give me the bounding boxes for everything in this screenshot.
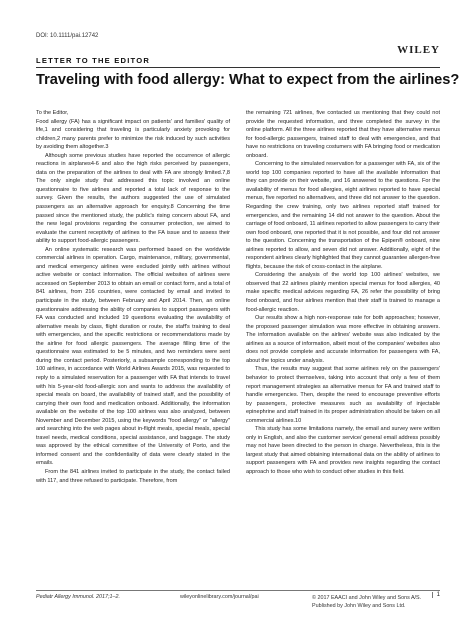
publisher-logo: WILEY: [397, 44, 440, 56]
paragraph: From the 841 airlines invited to participate in the study, the contact failed with 117, and three refused to participate. Therefore, from: [36, 468, 230, 484]
copyright-text: © 2017 EAACI and John Wiley and Sons A/S.: [312, 595, 422, 601]
doi-line: DOI: 10.1111/pai.12742: [36, 33, 99, 39]
page-number: 1: [432, 592, 440, 598]
right-column: [246, 109, 440, 477]
left-column: [36, 109, 230, 485]
paragraph: Thus, the results may suggest that some airlines rely on the passengers' behavior to protect themselves, taking into account that only a few of them report management strategies as alternative menus for FA and trained staff to handle emergencies. Then, despite the need to encourage preventive efforts by passengers, protective measures such as availability of injectable epinephrine and staff trained in its proper administration should be taken on all commercial airlines.10: [246, 366, 440, 424]
article-title: Traveling with food allergy: What to expect from the airlines?: [36, 72, 460, 88]
paragraph: An online systematic research was performed based on the worldwide commercial airlines in operation. Cargo, maintenance, military, governmental, and medical emergency airlines were excluded jointly with airlines without active website or contact information. The official websites of airlines were accessed on September 2013 to obtain an email or contact form, and a total of 841 airlines, from 216 countries, were contacted by email and invited to participate in the study, between February and April 2014. Then, an online questionnaire addressing the ability of companies to support passengers with FA was conducted and included 19 questions evaluating the availability of alternative meals by class, flight duration or route, the staff's training to deal with emergencies, and the specific restrictions or recommendations made by the airline for food allergic passengers. The average filling time of the questionnaire was estimated to be 5 minutes, and two reminders were sent during the contact period. Posteriorly, a subsample corresponding to the top 100 airlines, in accordance with World Airlines Awards 2015, was requested to reply to a simulated reservation for a passenger with FA that intends to travel with his 5-year-old food-allergic son and wants to address the availability of special meals on board, the availability of trained staff, and the possibility of carrying their own food and medication onboard. Additionally, the information available on the website of the top 100 airlines was also analyzed, between November and December 2015, using the keywords "food allergy" or "allergy" and searching into the web pages about in-flight meals, special meals, special travel needs, medical conditions, special assistance, and baggage. The study was approved by the ethical committee of the University of Porto, and the informed consent and the confidentiality of data were clearly stated in the emails.: [36, 246, 230, 467]
paragraph: Our results show a high non-response rate for both approaches; however, the proposed passenger simulation was more effective in obtaining answers. The information available on the airlines' website was also indicated by the airlines as a source of information, albeit most of the companies' websites also does not provide complete and accurate information for passengers with FA, about the topics under analysis.: [246, 315, 440, 364]
paragraph: Concerning to the simulated reservation for a passenger with FA, six of the world top 100 companies reported to have all the available information that they can provide on their website, and 16 answered to the questions. For the availability of menus for food allergies, eight airlines reported to have special menus, five reported no alternatives, and three did not answer to the question. Regarding the crew training, only two airlines reported staff trained for emergencies, and the remaining 14 did not answer to the question. About the carriage of food onboard, 11 airlines reported to allow passengers to carry their own food onboard, one reported that it is not possible, and four did not answer to the question. Concerning the transportation of the Epipen® onboard, nine airlines reported to allow, and seven did not answer. Additionally, eight of the respondent airlines clearly highlighted that they cannot guarantee allergen-free flights, because the risk of cross-contact in the airplane.: [246, 161, 440, 270]
footer-journal: Pediatr Allergy Immunol. 2017;1–2.: [36, 594, 120, 600]
paragraph: Considering the analysis of the world top 100 airlines' websites, we observed that 22 airlines plainly mention special menus for food allergies, 40 make specific medical advices regarding FA, 26 refer the possibility of bring food onboard, and four airlines mention that their staff is trained to manage a food-allergic reaction.: [246, 272, 440, 313]
paragraph: Although some previous studies have reported the occurrence of allergic reactions in airplanes4-6 and also the high risks perceived by passengers, data on the preparation of the airlines to deal with FA are strongly limited.7,8 The only single study that addressed this topic involved an online questionnaire to five airlines and reported a total lack of response to the survey. Given the results, the authors suggested the use of simulated passengers as an alternative approach for enquiry.8 Concerning the time passed since the mentioned study, the public's rising concern about FA, and the new legal provisions regarding the consumer protection, we aimed to evaluate the current receptivity of airlines to the FA issue and to assess their ability to support food-allergic passengers.: [36, 152, 230, 245]
paragraph: This study has some limitations namely, the email and survey were written only in English, and also the customer service/ general email address possibly may not have been directed to the person in charge. Nevertheless, this is the largest study that aimed obtaining international data on the ability of airlines to support passengers with FA and provides new insights regarding the contact approach to those who wish to conduct other studies in this field.: [246, 426, 440, 475]
footer-rule: [36, 590, 440, 591]
salutation: To the Editor,: [36, 110, 69, 116]
footer-copyright: [312, 594, 421, 610]
section-label: LETTER TO THE EDITOR: [36, 56, 151, 65]
paragraph: Food allergy (FA) has a significant impact on patients' and families' quality of life,1 and considering that traveling is particularly anxiety provoking for children,2 many parents prefer to minimize the risk induced by such activities by avoiding them altogether.3: [36, 118, 230, 151]
header-rule: [36, 67, 440, 68]
publisher-text: Published by John Wiley and Sons Ltd.: [312, 603, 406, 609]
paragraph: the remaining 721 airlines, five contacted us mentioning that they could not provide the requested information, and three completed the survey in the online platform. All the three airlines reported that they have alternative menus for food-allergic passengers, trained staff to deal with emergencies, and that have no restrictions on traveling costumers with FA bringing food or medication onboard.: [246, 110, 440, 159]
footer-url[interactable]: wileyonlinelibrary.com/journal/pai: [180, 594, 259, 600]
